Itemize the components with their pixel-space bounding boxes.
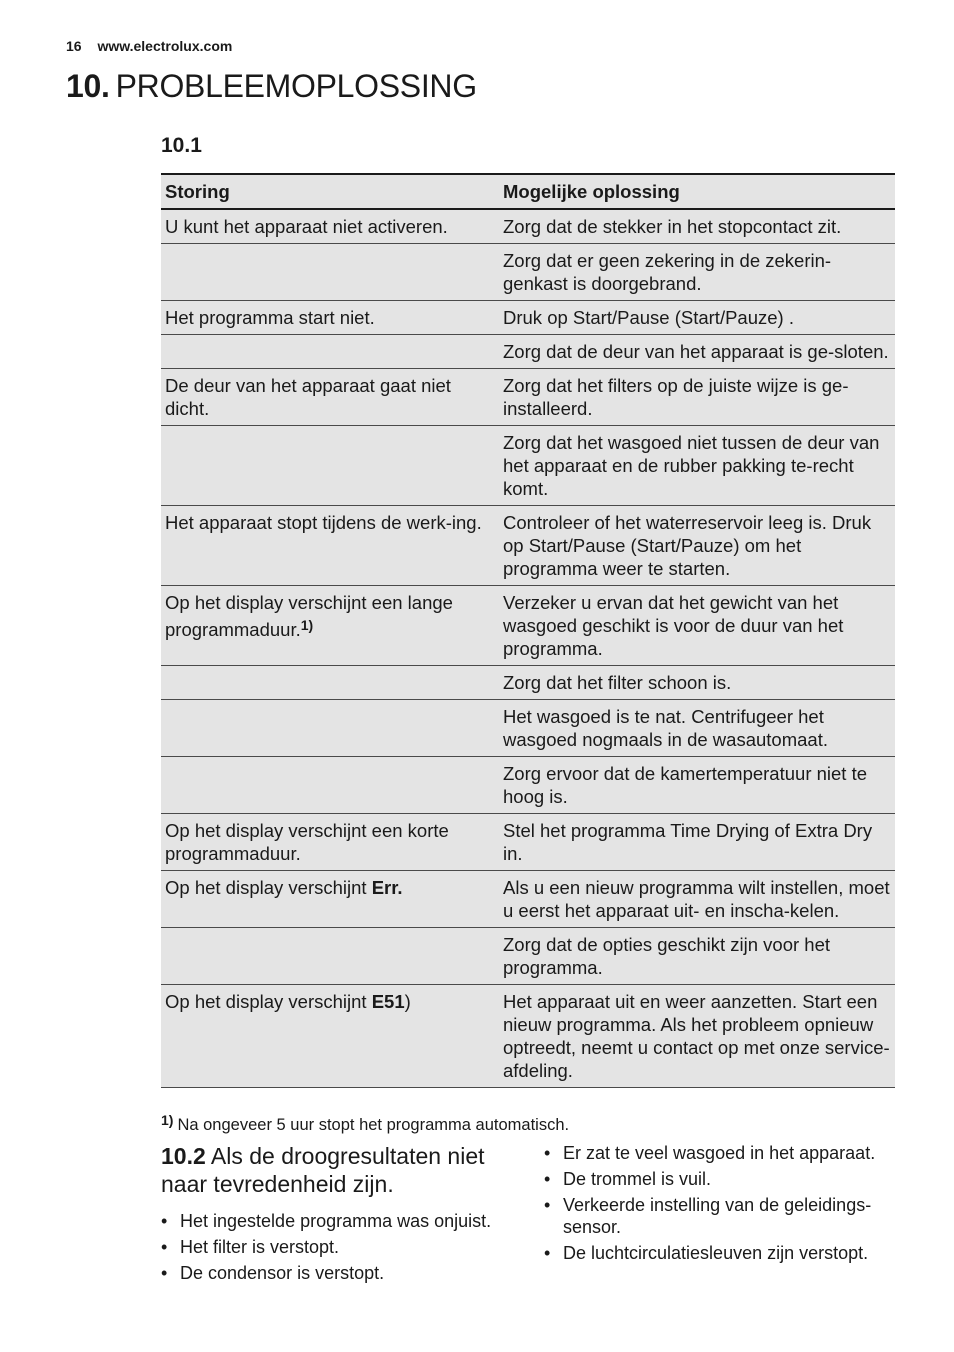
error-code: E51 bbox=[371, 991, 405, 1012]
list-item: • Het filter is verstopt. bbox=[161, 1236, 521, 1258]
problem-cell: U kunt het apparaat niet activeren. bbox=[161, 209, 499, 244]
table-row bbox=[161, 335, 895, 369]
solution-cell: Druk op Start/Pause (Start/Pauze) . bbox=[499, 301, 895, 335]
table-row bbox=[161, 209, 895, 244]
problem-text: Op het display verschijnt bbox=[165, 877, 372, 898]
bullet-list-right bbox=[544, 1142, 894, 1268]
list-item: • Er zat te veel wasgoed in het apparaat. bbox=[544, 1142, 894, 1164]
problem-text: Op het display verschijnt bbox=[165, 991, 372, 1012]
table-header-row bbox=[161, 174, 895, 209]
problem-text: Op het display verschijnt een lange programmaduur. bbox=[165, 592, 453, 640]
footnote-text: Na ongeveer 5 uur stopt het programma automatisch. bbox=[177, 1116, 570, 1134]
chapter-number: 10. bbox=[66, 68, 110, 104]
table-row bbox=[161, 757, 895, 814]
problem-cell bbox=[161, 985, 499, 1088]
header-solution: Mogelijke oplossing bbox=[499, 174, 895, 209]
table-row bbox=[161, 700, 895, 757]
solution-cell: Zorg ervoor dat de kamertemperatuur niet te hoog is. bbox=[499, 757, 895, 814]
solution-cell: Zorg dat de opties geschikt zijn voor het programma. bbox=[499, 928, 895, 985]
problem-cell: Het apparaat stopt tijdens de werk-ing. bbox=[161, 506, 499, 586]
page-header bbox=[66, 38, 232, 54]
subsection-title-text: Als de droogresultaten niet naar tevredenheid zijn. bbox=[161, 1143, 485, 1197]
problem-cell bbox=[161, 426, 499, 506]
subsection-number: 10.2 bbox=[161, 1143, 206, 1169]
problem-cell: De deur van het apparaat gaat niet dicht. bbox=[161, 369, 499, 426]
subsection-title bbox=[161, 1142, 531, 1198]
table-row bbox=[161, 666, 895, 700]
list-item: • De condensor is verstopt. bbox=[161, 1262, 521, 1284]
problem-cell bbox=[161, 871, 499, 928]
table-row bbox=[161, 369, 895, 426]
error-code: Err. bbox=[371, 877, 403, 898]
solution-cell: Controleer of het waterreservoir leeg is. Druk op Start/Pause (Start/Pauze) om het programma weer te starten. bbox=[499, 506, 895, 586]
chapter-title bbox=[66, 68, 477, 105]
problem-cell bbox=[161, 335, 499, 369]
list-item: • Verkeerde instelling van de geleidings-sensor. bbox=[544, 1194, 894, 1238]
troubleshooting-table bbox=[161, 173, 895, 1088]
problem-cell bbox=[161, 928, 499, 985]
footnote bbox=[161, 1112, 569, 1135]
table-row bbox=[161, 586, 895, 666]
problem-text-suffix: ) bbox=[404, 991, 411, 1012]
solution-cell: Zorg dat de stekker in het stopcontact zit. bbox=[499, 209, 895, 244]
problem-cell bbox=[161, 244, 499, 301]
table-row bbox=[161, 985, 895, 1088]
solution-cell: Verzeker u ervan dat het gewicht van het wasgoed geschikt is voor de duur van het programma. bbox=[499, 586, 895, 666]
website-link[interactable]: www.electrolux.com bbox=[97, 38, 233, 54]
table-row bbox=[161, 928, 895, 985]
solution-cell: Stel het programma Time Drying of Extra Dry in. bbox=[499, 814, 895, 871]
solution-cell: Zorg dat de deur van het apparaat is ge-sloten. bbox=[499, 335, 895, 369]
solution-cell: Als u een nieuw programma wilt instellen, moet u eerst het apparaat uit- en inscha-kelen. bbox=[499, 871, 895, 928]
problem-cell bbox=[161, 586, 499, 666]
table-row bbox=[161, 871, 895, 928]
list-item: • De luchtcirculatiesleuven zijn verstopt. bbox=[544, 1242, 894, 1264]
solution-cell: Zorg dat er geen zekering in de zekerin-genkast is doorgebrand. bbox=[499, 244, 895, 301]
solution-cell: Zorg dat het filters op de juiste wijze is ge-installeerd. bbox=[499, 369, 895, 426]
solution-cell: Het wasgoed is te nat. Centrifugeer het wasgoed nogmaals in de wasautomaat. bbox=[499, 700, 895, 757]
section-title: 10.1 bbox=[161, 134, 202, 157]
problem-cell bbox=[161, 666, 499, 700]
table-row bbox=[161, 301, 895, 335]
solution-cell: Het apparaat uit en weer aanzetten. Start een nieuw programma. Als het probleem opnieuw optreedt, neemt u contact op met onze service-afdeling. bbox=[499, 985, 895, 1088]
solution-cell: Zorg dat het filter schoon is. bbox=[499, 666, 895, 700]
problem-cell bbox=[161, 757, 499, 814]
solution-cell: Zorg dat het wasgoed niet tussen de deur van het apparaat en de rubber pakking te-recht komt. bbox=[499, 426, 895, 506]
header-problem: Storing bbox=[161, 174, 499, 209]
footnote-mark: 1) bbox=[161, 1112, 174, 1128]
problem-cell bbox=[161, 700, 499, 757]
problem-cell: Op het display verschijnt een korte programmaduur. bbox=[161, 814, 499, 871]
table-row bbox=[161, 506, 895, 586]
chapter-title-text: PROBLEEMOPLOSSING bbox=[115, 68, 477, 104]
table-row bbox=[161, 426, 895, 506]
bullet-list-left bbox=[161, 1210, 521, 1288]
list-item: • Het ingestelde programma was onjuist. bbox=[161, 1210, 521, 1232]
problem-cell: Het programma start niet. bbox=[161, 301, 499, 335]
table-row bbox=[161, 814, 895, 871]
footnote-reference: 1) bbox=[300, 617, 314, 633]
table-row bbox=[161, 244, 895, 301]
page-number: 16 bbox=[66, 38, 82, 54]
list-item: • De trommel is vuil. bbox=[544, 1168, 894, 1190]
